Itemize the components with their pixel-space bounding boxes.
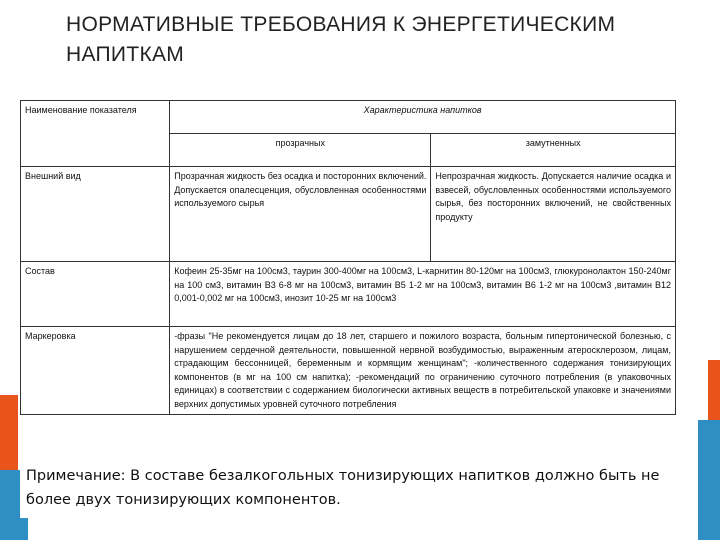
decor-blue-right xyxy=(698,420,720,540)
decor-orange-right xyxy=(708,360,720,420)
cell-cloudy: Непрозрачная жидкость. Допускается наличие осадка и взвесей, обусловленных особенностями используемого сырья, без посторонних включений, не свойственных продукту xyxy=(431,167,676,262)
header-indicator-name: Наименование показателя xyxy=(21,101,170,167)
cell-labeling: -фразы "Не рекомендуется лицам до 18 лет, старшего и пожилого возраста, больным гипертонической болезнью, с нарушением сердечной деятельности, повышенной нервной возбудимостью, выраженным атеросклерозом, лицам, страдающим бессонницей, беременным и кормящим женщинам"; -количественного содержания тонизирующих компонентов (в мг на 100 см напитка); -рекомендаций по ограничению суточного потребления (в упаковочных единицах) в соответствии с содержанием биологически активных веществ в потребительской упаковке и значениями верхних допустимых уровней суточного потребления xyxy=(170,327,676,415)
cell-clear: Прозрачная жидкость без осадка и посторонних включений. Допускается опалесценция, обусловленная особенностями используемого сырья xyxy=(170,167,431,262)
header-characteristics: Характеристика напитков xyxy=(170,101,676,134)
cell-composition: Кофеин 25-35мг на 100см3, таурин 300-400мг на 100см3, L-карнитин 80-120мг на 100см3, глюкуронолактон 150-240мг на 100 см3, витамин В3 6-8 мг на 100см3, витамин В5 1-2 мг на 100см3, витамин В6 1-2 мг на 100см3 ,витамин В12 0,001-0,002 мг на 100см3, инозит 10-25 мг на 100см3 xyxy=(170,262,676,327)
row-name: Маркеровка xyxy=(21,327,170,415)
subheader-clear: прозрачных xyxy=(170,134,431,167)
note-text: Примечание: В составе безалкогольных тонизирующих напитков должно быть не более двух тонизирующих компонентов. xyxy=(20,462,676,518)
table-row xyxy=(21,262,676,327)
requirements-table xyxy=(20,100,676,415)
table-row xyxy=(21,167,676,262)
slide-title: НОРМАТИВНЫЕ ТРЕБОВАНИЯ К ЭНЕРГЕТИЧЕСКИМ НАПИТКАМ xyxy=(66,13,616,66)
row-name: Состав xyxy=(21,262,170,327)
table-row xyxy=(21,327,676,415)
table-header-row xyxy=(21,101,676,134)
row-name: Внешний вид xyxy=(21,167,170,262)
subheader-cloudy: замутненных xyxy=(431,134,676,167)
